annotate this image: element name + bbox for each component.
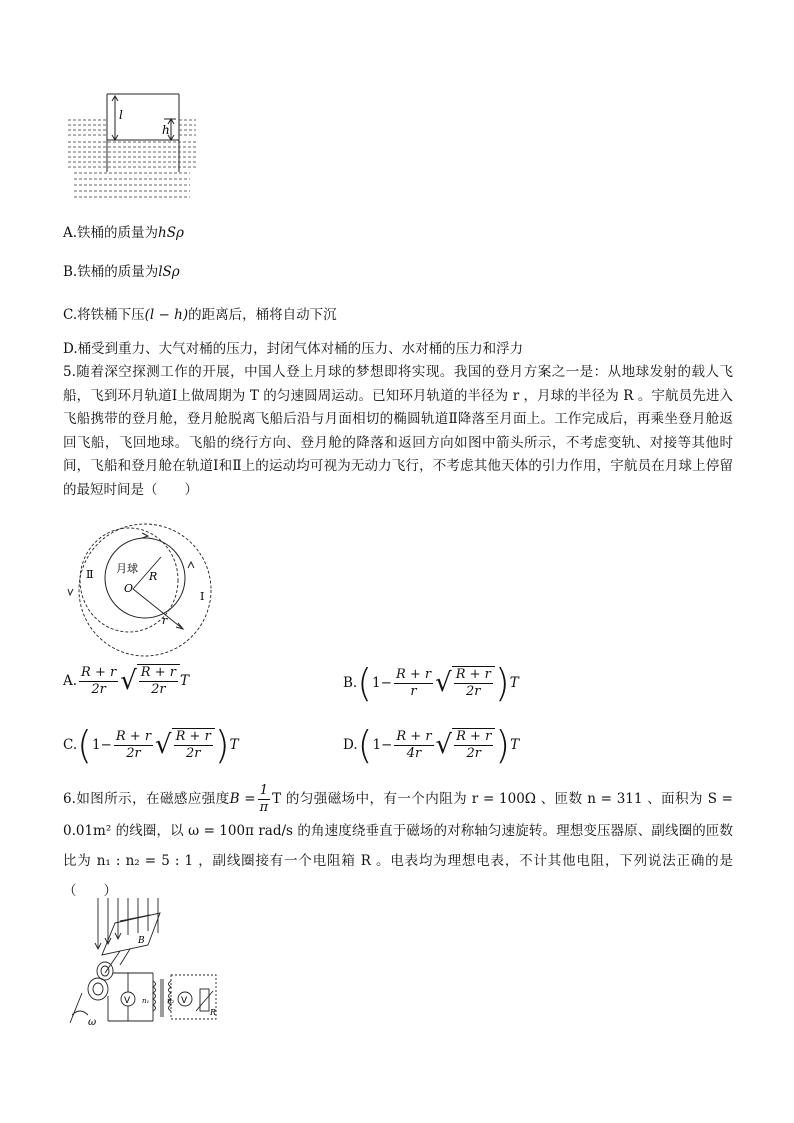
moon-label: 月球	[116, 562, 138, 575]
q5-option-b: B. ( 1− $\frac{R + r}{r}$ √ $\frac{R + r}{2r}$ ) T	[343, 661, 519, 705]
center-o: O	[124, 582, 134, 595]
label-h: h	[162, 123, 170, 137]
label-l: l	[119, 108, 123, 122]
q4-option-c: C.将铁桶下压(l − h)的距离后，桶将自动下沉	[63, 307, 337, 323]
label-n1: n₁	[142, 997, 150, 1005]
q4-option-a: A.铁桶的质量为hSρ	[63, 225, 184, 241]
q6-stem: 6.如图所示，在磁感应强度B = $\frac{1}{\pi}$ T 的匀强磁场中，有一个内阻为 r = 100Ω 、匝数 n = 311 、面积为 S = 0.01m² 的线圈，以 ω = 100π rad/s 的角速度绕垂直于磁场的对称轴匀速旋转。理想变压器原、副线圈的匝数比为 n₁ : n₂ = 5 : 1 ，副线圈接有一个电阻箱 R 。电表均为理想电表，不计其他电阻，下列说法正确的是（ ）	[63, 783, 733, 899]
voltmeter-2-label: V	[181, 996, 188, 1006]
generator-diagram	[60, 893, 220, 1033]
q4-option-d: D.桶受到重力、大气对桶的压力，封闭气体对桶的压力、水对桶的压力和浮力	[63, 341, 524, 357]
q5-option-a: A. $\frac{R + r}{2r}$ √ $\frac{R + r}{2r}$ T	[63, 664, 189, 697]
label-n2: n₂	[167, 997, 175, 1005]
orbit-diagram	[58, 520, 218, 660]
q5-stem: 5.随着深空探测工作的开展，中国人登上月球的梦想即将实现。我国的登月方案之一是：从地球发射的载人飞船，飞到环月轨道Ⅰ上做周期为 T 的匀速圆周运动。已知环月轨道的半径为 r ，月球的半径为 R 。宇航员先进入飞船携带的登月舱，登月舱脱离飞船后沿与月面相切的椭圆轨道Ⅱ降落至月面上。工作完成后，再乘坐登月舱返回飞船，飞回地球。飞船的绕行方向、登月舱的降落和返回方向如图中箭头所示，不考虑变轨、对接等其他时间，飞船和登月舱在轨道Ⅰ和Ⅱ上的运动均可视为无动力飞行，不考虑其他天体的引力作用，宇航员在月球上停留的最短时间是（ ）	[63, 364, 733, 498]
label-omega: ω	[88, 1017, 97, 1028]
q5-option-d: D. ( 1− $\frac{R + r}{4r}$ √ $\frac{R + r}{2r}$ ) T	[343, 723, 520, 767]
label-R-box: R	[210, 1008, 217, 1017]
orbit-1-label: Ⅰ	[200, 590, 205, 603]
label-B: B	[138, 936, 145, 946]
voltmeter-1-label: V	[124, 996, 131, 1006]
orbit-2-label: Ⅱ	[86, 568, 94, 581]
bucket-diagram	[66, 90, 196, 200]
label-R: R	[149, 570, 158, 583]
label-r: r	[162, 614, 168, 627]
q5-option-c: C. ( 1− $\frac{R + r}{2r}$ √ $\frac{R + r}{2r}$ ) T	[63, 723, 239, 767]
q4-option-b: B.铁桶的质量为lSρ	[63, 264, 180, 280]
